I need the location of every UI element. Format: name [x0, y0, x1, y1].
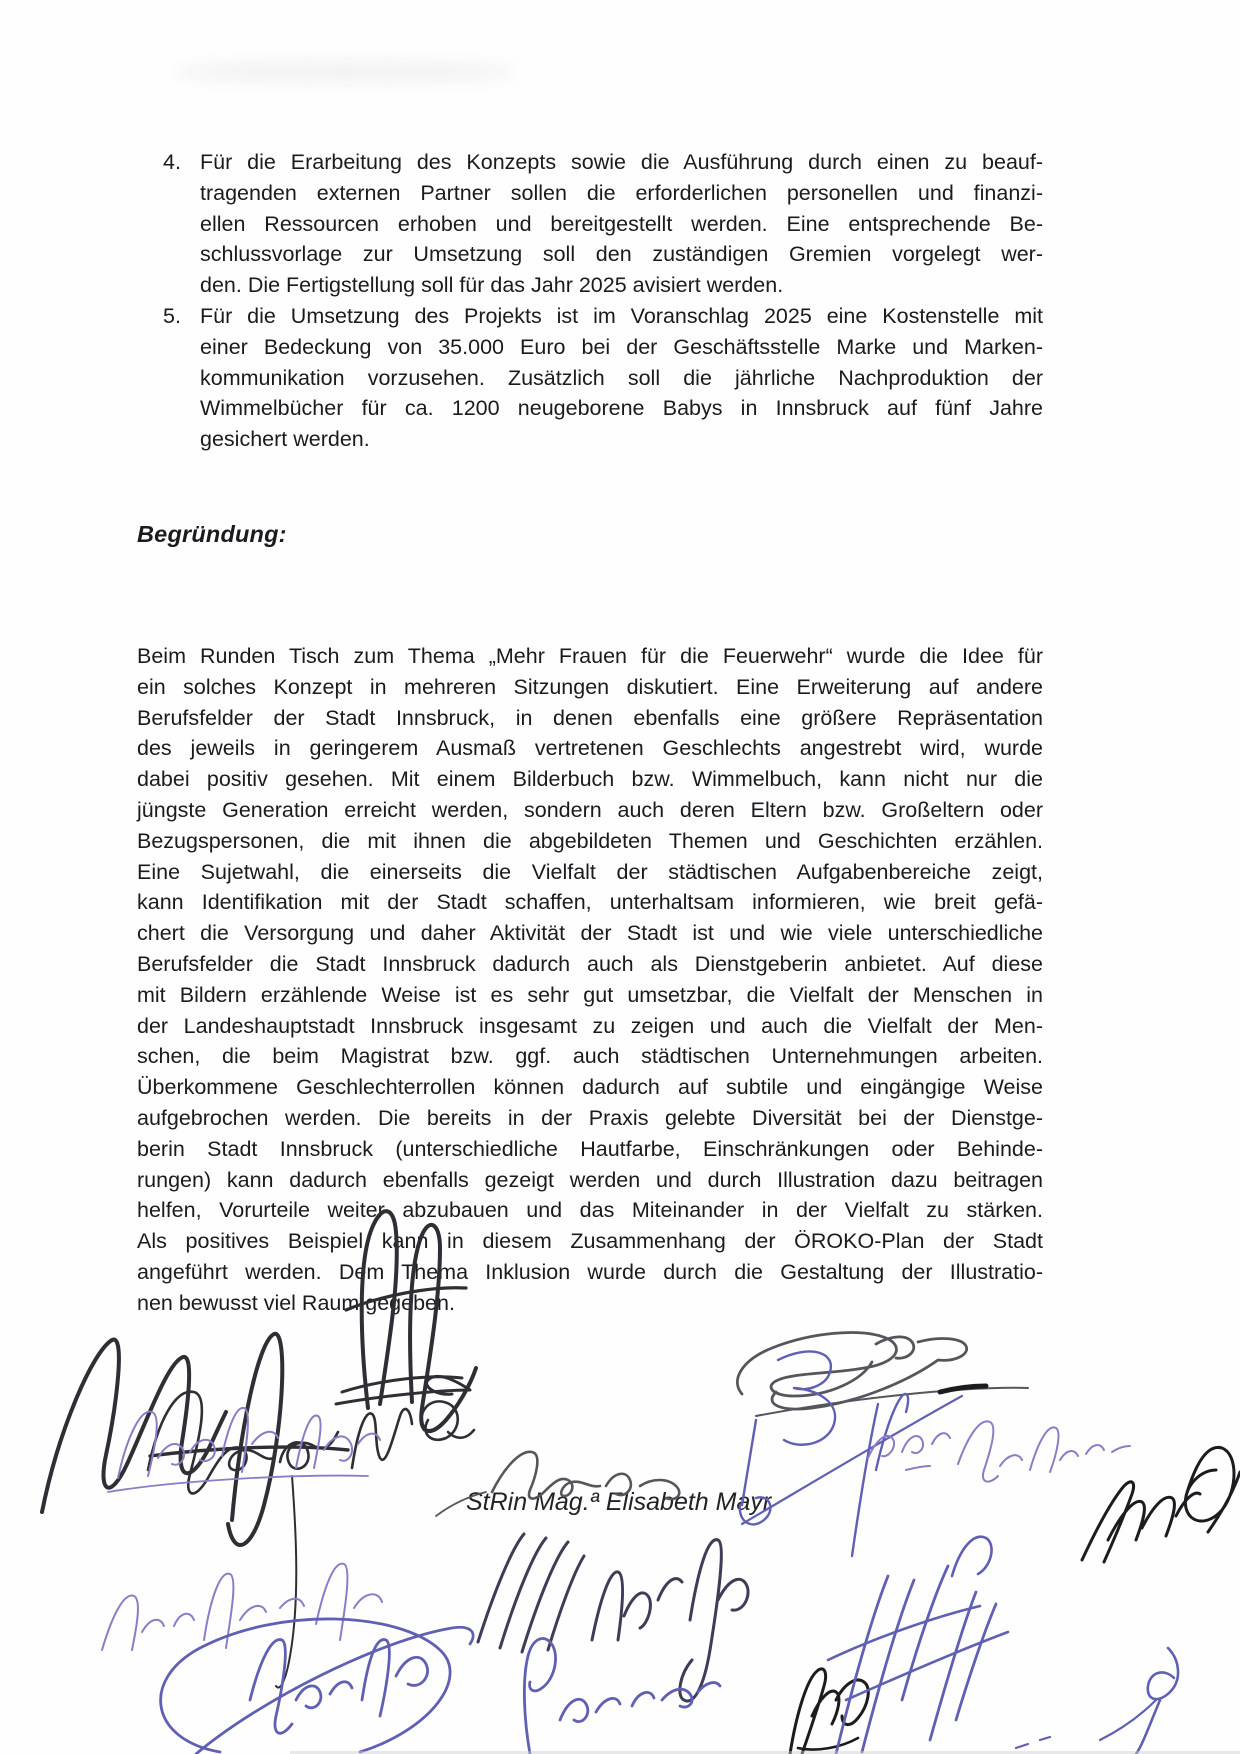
text-line: angeführt werden. Dem Thema Inklusion wurde durch die Gestaltung der Illustratio-	[137, 1259, 1043, 1284]
scan-smudge	[175, 60, 515, 84]
signature-navy-center	[478, 1534, 748, 1701]
text-line: nen bewusst viel Raum gegeben.	[137, 1290, 455, 1315]
text-line: berin Stadt Innsbruck (unterschiedliche Hautfarbe, Einschränkungen oder Behinde-	[137, 1136, 1043, 1161]
list-item-number: 4.	[163, 150, 181, 174]
signature-purple-dejan	[868, 1421, 1130, 1481]
text-line: jüngste Generation erreicht werden, sondern auch deren Eltern bzw. Großeltern oder	[137, 797, 1043, 822]
signature-blue-tall-loop	[740, 1351, 908, 1556]
list-item-5	[137, 301, 1043, 455]
text-line: chert die Versorgung und daher Aktivität der Stadt ist und wie viele unterschiedliche	[137, 921, 1043, 946]
text-line: Für die Umsetzung des Projekts ist im Voranschlag 2025 eine Kostenstelle mit	[200, 303, 1043, 328]
text-line: Beim Runden Tisch zum Thema „Mehr Frauen für die Feuerwehr“ wurde die Idee für	[137, 644, 1043, 668]
text-line: Bezugspersonen, die mit ihnen die abgebildeten Themen und Geschichten erzählen.	[137, 828, 1043, 853]
text-line: helfen, Vorurteile weiter abzubauen und das Miteinander in der Vielfalt zu stärken.	[137, 1198, 1043, 1223]
signatures-layer	[0, 1180, 1240, 1754]
text-line: Als positives Beispiel kann in diesem Zusammenhang der ÖROKO-Plan der Stadt	[137, 1229, 1043, 1254]
signature-purple-script-lower	[102, 1564, 382, 1650]
text-line: Wimmelbücher für ca. 1200 neugeborene Babys in Innsbruck auf fünf Jahre	[200, 396, 1043, 421]
text-line: schen, die beim Magistrat bzw. ggf. auch städtischen Unternehmungen arbeiten.	[137, 1044, 1043, 1069]
signature-bfalcyl-circled	[161, 1619, 473, 1754]
text-line: Berufsfelder die Stadt Innsbruck dadurch auch als Dienstgeberin anbietet. Auf diese	[137, 951, 1043, 976]
text-line: Eine Sujetwahl, die einerseits die Vielfalt der städtischen Aufgabenbereiche zeigt,	[137, 859, 1043, 884]
text-line: den. Die Fertigstellung soll für das Jahr 2025 avisiert werden.	[200, 273, 784, 298]
text-line: kann Identifikation mit der Stadt schaffen, unterhaltsam informieren, wie breit gefä-	[137, 890, 1043, 915]
list-item-number: 5.	[163, 303, 181, 328]
signature-cursive-left	[148, 1392, 474, 1688]
list-item-text	[200, 147, 1043, 301]
text-line: tragenden externen Partner sollen die erforderlichen personellen und finanzi-	[200, 180, 1043, 205]
text-line: Überkommene Geschlechterrollen können dadurch auf subtile und eingängige Weise	[137, 1075, 1043, 1100]
text-line: des jeweils in geringerem Ausmaß vertretenen Geschlechts angestrebt wird, wurde	[137, 736, 1043, 761]
text-line: ellen Ressourcen erhoben und bereitgestellt werden. Eine entsprechende Be-	[200, 211, 1043, 236]
text-line: dabei positiv gesehen. Mit einem Bilderbuch bzw. Wimmelbuch, kann nicht nur die	[137, 767, 1043, 792]
text-line: rungen) kann dadurch ebenfalls gezeigt werden und durch Illustration dazu beitragen	[137, 1167, 1043, 1192]
signature-black-right	[1082, 1447, 1240, 1562]
signature-black-bottom-small	[790, 1669, 868, 1754]
text-line: Für die Erarbeitung des Konzepts sowie die Ausführung durch einen zu beauf-	[200, 150, 1043, 174]
list-item-text	[200, 301, 1043, 455]
numbered-list	[137, 147, 1043, 455]
text-line: kommunikation vorzusehen. Zusätzlich soll die jährliche Nachproduktion der	[200, 365, 1043, 390]
text-line: einer Bedeckung von 35.000 Euro bei der Geschäftsstelle Marke und Marken-	[200, 334, 1043, 359]
signature-blue-roma	[524, 1638, 720, 1754]
text-line: Berufsfelder der Stadt Innsbruck, in denen ebenfalls eine größere Repräsentation	[137, 705, 1043, 730]
text-line: schlussvorlage zur Umsetzung soll den zuständigen Gremien vorgelegt wer-	[200, 242, 1043, 267]
text-line: mit Bildern erzählende Weise ist es sehr gut umsetzbar, die Vielfalt der Menschen in	[137, 982, 1043, 1007]
text-line: der Landeshauptstadt Innsbruck insgesamt zu zeigen und auch die Vielfalt der Men-	[137, 1013, 1043, 1038]
signature-gray-scribble-above-name	[436, 1452, 679, 1516]
signature-gray-flourish	[737, 1333, 1028, 1416]
signature-crossed-scribble	[336, 1376, 470, 1404]
signature-blue-f-right	[1016, 1648, 1178, 1754]
signer-name: StRin Mag.ª Elisabeth Mayr	[466, 1488, 772, 1516]
text-line: ein solches Konzept in mehreren Sitzungen diskutiert. Eine Erweiterung auf andere	[137, 674, 1043, 699]
section-heading: Begründung:	[137, 521, 287, 547]
text-line: aufgebrochen werden. Die bereits in der Praxis gelebte Diversität bei der Dienstge-	[137, 1105, 1043, 1130]
text-line: gesichert werden.	[200, 427, 370, 452]
list-item-4	[137, 147, 1043, 301]
